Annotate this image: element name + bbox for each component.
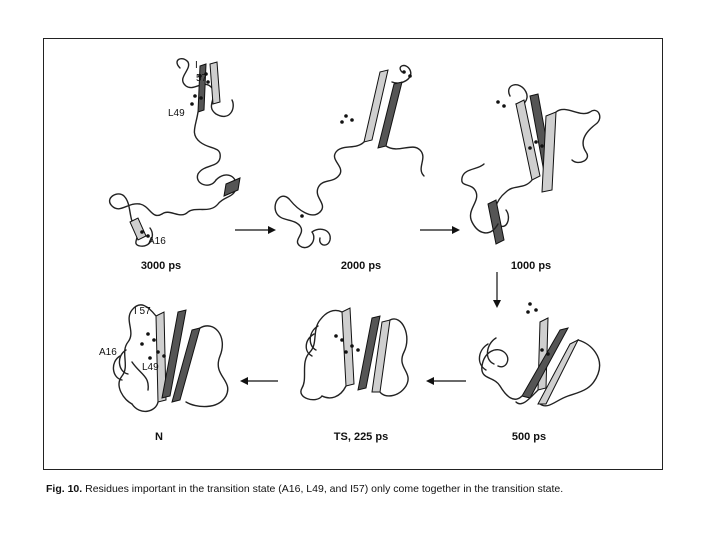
arrow-2000-to-1000 [420, 226, 460, 234]
structure-native [113, 305, 227, 412]
frame-label-1000ps: 1000 ps [510, 260, 552, 272]
frame-label-500ps: 500 ps [511, 431, 547, 443]
residue-label-l49: L49 [168, 108, 185, 119]
arrow-1000-to-500 [493, 272, 501, 308]
figure-number: Fig. 10. [46, 483, 83, 495]
arrow-500-to-ts [426, 377, 466, 385]
structure-500ps [479, 302, 599, 406]
structure-3000ps [110, 59, 240, 247]
figure-caption [46, 482, 666, 497]
residue-label-57: 57 [196, 73, 208, 84]
residue-label-a16: A16 [148, 236, 166, 247]
residue-label-a16-native: A16 [99, 347, 117, 358]
caption-text: Residues important in the transition state (A16, L49, and I57) only come together in the transition state. [85, 483, 564, 495]
structure-1000ps [462, 85, 600, 244]
arrow-3000-to-2000 [235, 226, 276, 234]
structure-2000ps [275, 66, 424, 248]
arrow-ts-to-native [240, 377, 278, 385]
residue-label-i: I [195, 60, 198, 71]
frame-label-3000ps: 3000 ps [140, 260, 182, 272]
frame-label-native: N [155, 431, 163, 443]
frame-label-2000ps: 2000 ps [340, 260, 382, 272]
structure-ts-225ps [301, 308, 408, 400]
residue-label-l49-native: L49 [142, 362, 159, 373]
residue-label-i57-native: I 57 [134, 306, 151, 317]
frame-label-ts: TS, 225 ps [333, 431, 389, 443]
